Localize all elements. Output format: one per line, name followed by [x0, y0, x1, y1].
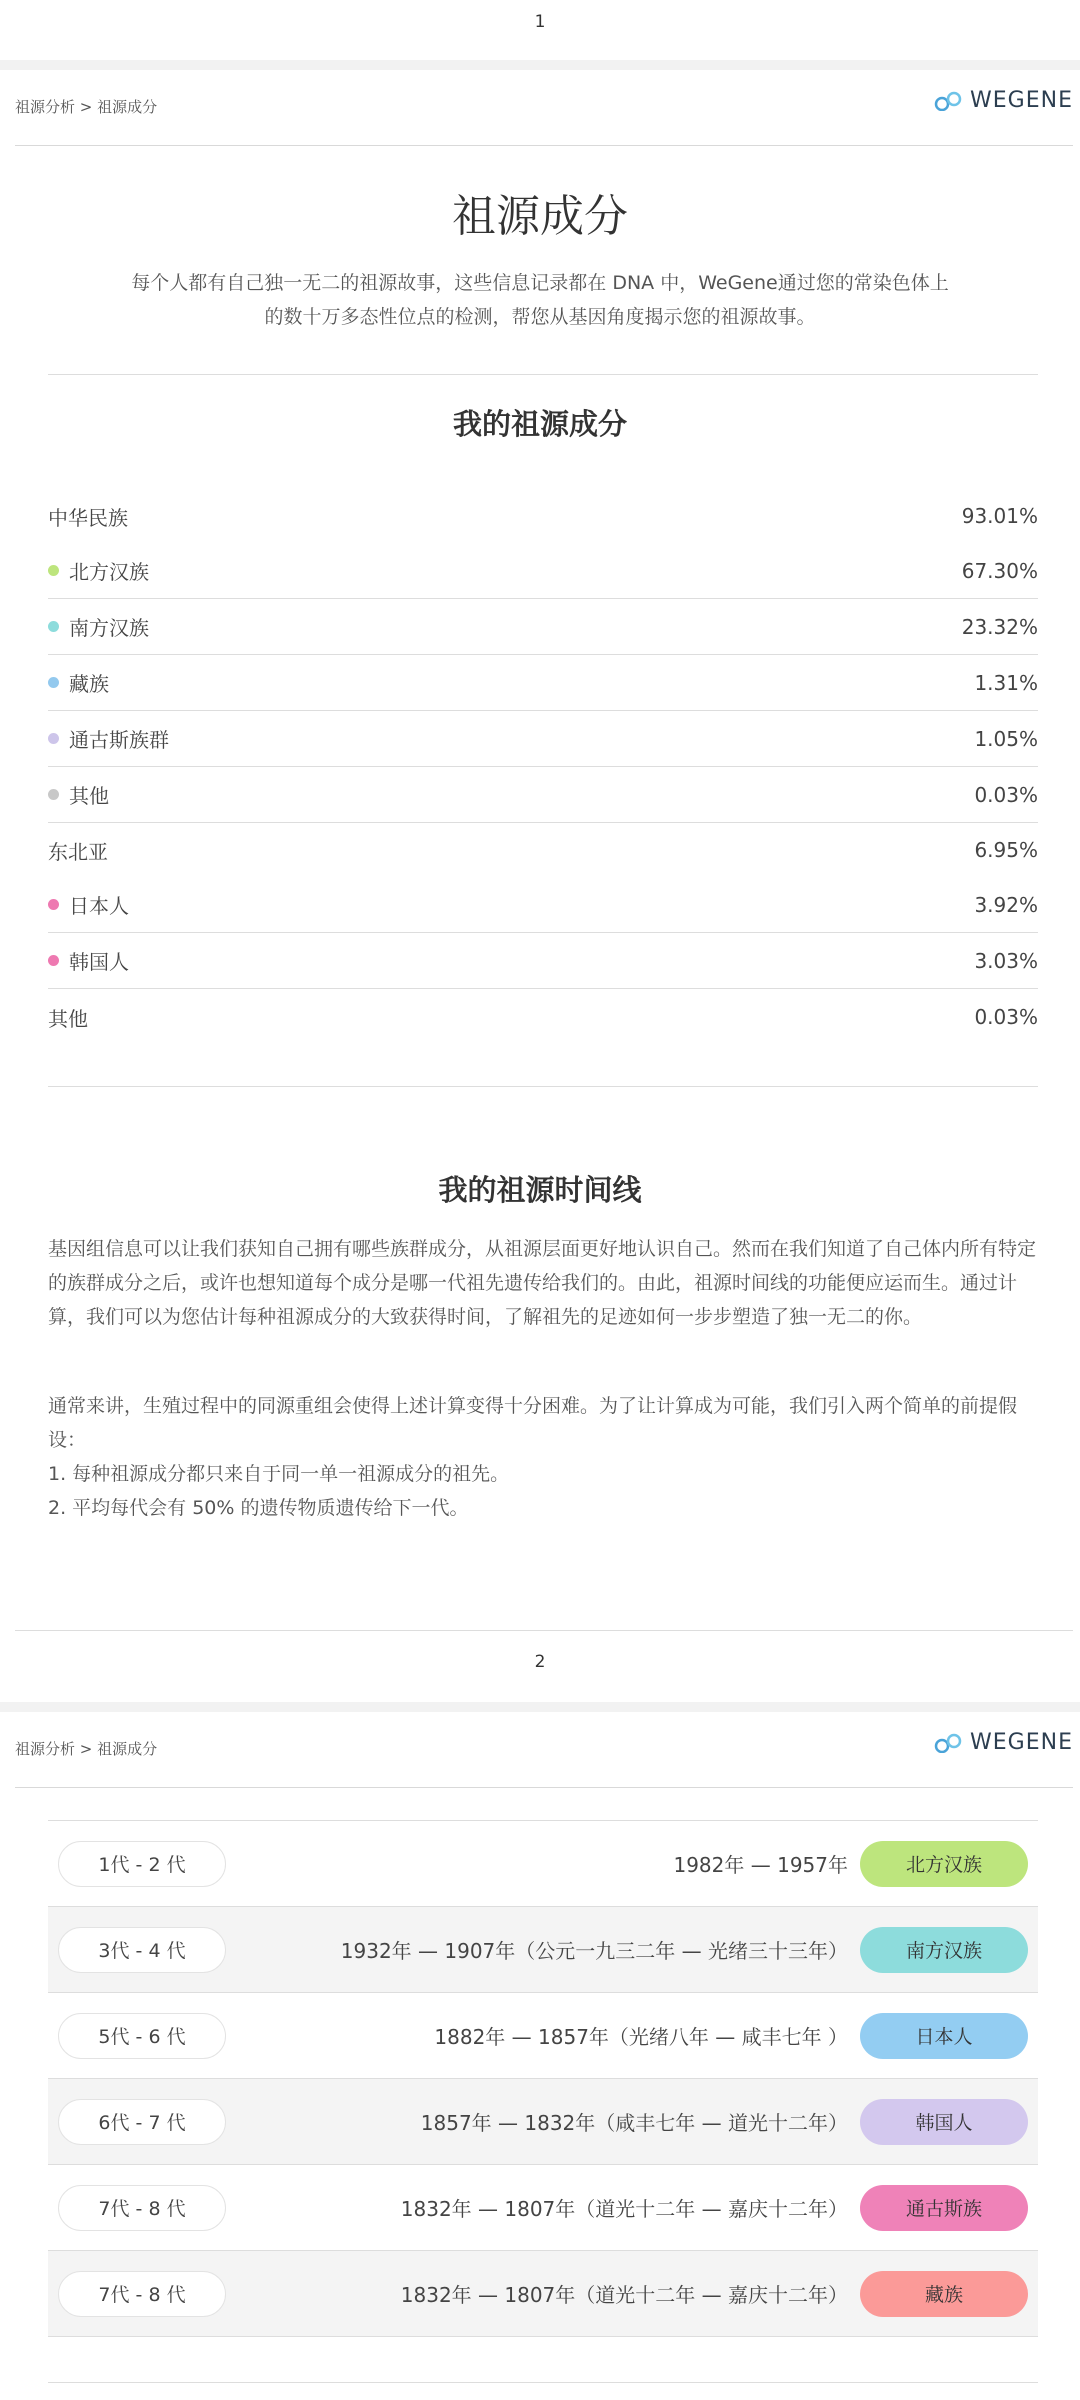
divider — [48, 2382, 1038, 2383]
timeline-row — [48, 2251, 1038, 2337]
page-footer-divider — [15, 1630, 1073, 1631]
ancestry-label: 日本人 — [69, 894, 129, 918]
ancestry-label: 其他 — [69, 784, 109, 808]
ancestry-row — [48, 543, 1038, 599]
page-header — [15, 1702, 1073, 1788]
wegene-logo-icon — [934, 91, 964, 111]
generation-badge: 3代 - 4 代 — [58, 1927, 226, 1973]
color-dot-icon — [48, 733, 59, 744]
color-dot-icon — [48, 621, 59, 632]
ancestry-row-group — [48, 488, 1038, 544]
generation-badge: 7代 - 8 代 — [58, 2271, 226, 2317]
ancestry-label: 通古斯族群 — [69, 728, 169, 752]
ancestry-label: 中华民族 — [48, 505, 128, 530]
paragraph-text: 通常来讲，生殖过程中的同源重组会使得上述计算变得十分困难。为了让计算成为可能，我们引入两个简单的前提假设： — [48, 1395, 1018, 1451]
ancestry-label: 其他 — [48, 1006, 88, 1031]
ancestry-row — [48, 933, 1038, 989]
page-title: 祖源成分 — [452, 191, 628, 242]
timeline-row — [48, 1907, 1038, 1993]
ancestry-percent: 0.03% — [974, 782, 1038, 807]
ancestry-percent: 0.03% — [974, 1005, 1038, 1029]
ancestry-label: 藏族 — [69, 672, 109, 696]
timeline-row — [48, 1821, 1038, 1907]
ancestry-tag: 藏族 — [860, 2271, 1028, 2317]
ancestry-tag: 韩国人 — [860, 2099, 1028, 2145]
year-range: 1982年 — 1957年 — [673, 1853, 848, 1877]
ancestry-tag: 南方汉族 — [860, 1927, 1028, 1973]
ancestry-row-group — [48, 989, 1038, 1045]
breadcrumb[interactable]: 祖源分析 > 祖源成分 — [15, 1740, 158, 1758]
ancestry-percent: 23.32% — [961, 614, 1038, 639]
assumption-2: 2. 平均每代会有 50% 的遗传物质遗传给下一代。 — [48, 1497, 469, 1519]
intro-text: 每个人都有自己独一无二的祖源故事，这些信息记录都在 DNA 中，WeGene通过您的常染色体上的数十万多态性位点的检测，帮您从基因角度揭示您的祖源故事。 — [131, 272, 949, 328]
ancestry-label: 东北亚 — [48, 839, 108, 864]
ancestry-label: 北方汉族 — [69, 560, 149, 584]
ancestry-section-title: 我的祖源成分 — [452, 407, 627, 441]
color-dot-icon — [48, 899, 59, 910]
ancestry-row — [48, 655, 1038, 711]
timeline-table — [48, 1820, 1038, 2337]
ancestry-row — [48, 877, 1038, 933]
ancestry-row — [48, 767, 1038, 823]
page-header — [15, 60, 1073, 146]
ancestry-percent: 93.01% — [961, 504, 1038, 528]
generation-badge: 7代 - 8 代 — [58, 2185, 226, 2231]
wegene-logo-icon — [934, 1733, 964, 1753]
timeline-assumptions-paragraph — [48, 1389, 1038, 1525]
logo-text: WEGENE — [970, 1730, 1073, 1755]
ancestry-percent: 3.92% — [974, 892, 1038, 917]
ancestry-label: 韩国人 — [69, 950, 129, 974]
ancestry-percent: 6.95% — [974, 838, 1038, 862]
logo-text: WEGENE — [970, 88, 1073, 113]
divider — [48, 1086, 1038, 1087]
timeline-intro-paragraph — [48, 1232, 1038, 1334]
year-range: 1832年 — 1807年（道光十二年 — 嘉庆十二年） — [400, 2283, 848, 2307]
generation-badge: 5代 - 6 代 — [58, 2013, 226, 2059]
color-dot-icon — [48, 955, 59, 966]
page-number: 2 — [534, 1652, 546, 1672]
wegene-logo — [934, 1730, 1073, 1755]
ancestry-percent: 67.30% — [961, 558, 1038, 583]
ancestry-row — [48, 711, 1038, 767]
ancestry-row — [48, 599, 1038, 655]
ancestry-tag: 日本人 — [860, 2013, 1028, 2059]
timeline-row — [48, 2165, 1038, 2251]
color-dot-icon — [48, 565, 59, 576]
ancestry-row-group — [48, 822, 1038, 878]
ancestry-percent: 1.31% — [974, 670, 1038, 695]
ancestry-percent: 1.05% — [974, 726, 1038, 751]
wegene-logo — [934, 88, 1073, 113]
year-range: 1832年 — 1807年（道光十二年 — 嘉庆十二年） — [400, 2197, 848, 2221]
year-range: 1932年 — 1907年（公元一九三二年 — 光绪三十三年） — [340, 1939, 848, 1963]
assumption-1: 1. 每种祖源成分都只来自于同一单一祖源成分的祖先。 — [48, 1463, 510, 1485]
color-dot-icon — [48, 789, 59, 800]
generation-badge: 6代 - 7 代 — [58, 2099, 226, 2145]
ancestry-percent: 3.03% — [974, 948, 1038, 973]
color-dot-icon — [48, 677, 59, 688]
ancestry-label: 南方汉族 — [69, 616, 149, 640]
page-number: 1 — [534, 12, 546, 32]
paragraph-text: 基因组信息可以让我们获知自己拥有哪些族群成分，从祖源层面更好地认识自己。然而在我们知道了自己体内所有特定的族群成分之后，或许也想知道每个成分是哪一代祖先遗传给我们的。由此，祖源时间线的功能便应运而生。通过计算，我们可以为您估计每种祖源成分的大致获得时间，了解祖先的足迹如何一步步塑造了独一无二的你。 — [48, 1238, 1037, 1328]
timeline-section-title: 我的祖源时间线 — [438, 1173, 642, 1207]
generation-badge: 1代 - 2 代 — [58, 1841, 226, 1887]
timeline-row — [48, 2079, 1038, 2165]
year-range: 1857年 — 1832年（咸丰七年 — 道光十二年） — [420, 2111, 848, 2135]
divider — [48, 374, 1038, 375]
breadcrumb[interactable]: 祖源分析 > 祖源成分 — [15, 98, 158, 116]
year-range: 1882年 — 1857年（光绪八年 — 咸丰七年 ） — [434, 2025, 848, 2049]
ancestry-tag: 北方汉族 — [860, 1841, 1028, 1887]
ancestry-tag: 通古斯族 — [860, 2185, 1028, 2231]
timeline-row — [48, 1993, 1038, 2079]
